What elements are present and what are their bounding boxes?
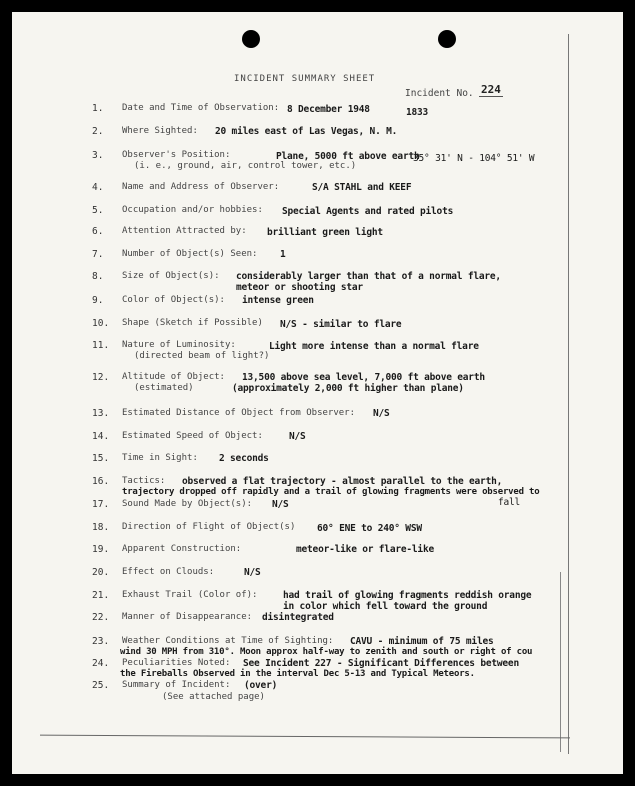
- item-number: 4.: [92, 182, 104, 193]
- item-answer: N/S: [244, 567, 261, 578]
- item-answer: 2 seconds: [219, 453, 269, 464]
- punch-hole-right: [438, 30, 456, 48]
- item-label: Observer's Position:: [122, 150, 231, 160]
- item-answer: N/S: [289, 431, 306, 442]
- item-answer: brilliant green light: [267, 227, 383, 238]
- item-number: 1.: [92, 103, 104, 114]
- item-answer: 20 miles east of Las Vegas, N. M.: [215, 126, 398, 137]
- item-label: Where Sighted:: [122, 126, 198, 136]
- incident-number-label: Incident No.: [405, 88, 474, 99]
- item-answer: 1: [280, 249, 286, 260]
- item-answer-line2: (approximately 2,000 ft higher than plane): [232, 383, 464, 394]
- item-answer-line2: wind 30 MPH from 310°. Moon approx half-way to zenith and south or right of cou: [120, 647, 533, 657]
- item-number: 16.: [92, 476, 110, 487]
- item-answer: 8 December 1948: [287, 104, 370, 115]
- item-answer: See Incident 227 - Significant Differences between: [243, 658, 519, 669]
- item-number: 25.: [92, 680, 110, 691]
- item-answer: N/S: [373, 408, 390, 419]
- item-number: 12.: [92, 372, 110, 383]
- item-label: Nature of Luminosity:: [122, 340, 236, 350]
- item-label: Estimated Distance of Object from Observer:: [122, 408, 355, 418]
- item-answer-line3: fall: [498, 497, 521, 508]
- item-number: 19.: [92, 544, 110, 555]
- item-sublabel: (directed beam of light?): [134, 351, 270, 361]
- item-label: Altitude of Object:: [122, 372, 225, 382]
- item-number: 9.: [92, 295, 104, 306]
- item-label: Tactics:: [122, 476, 166, 486]
- item-number: 11.: [92, 340, 110, 351]
- document-title: INCIDENT SUMMARY SHEET: [234, 74, 376, 84]
- item-number: 13.: [92, 408, 110, 419]
- item-label: Sound Made by Object(s):: [122, 499, 253, 509]
- item-label: Name and Address of Observer:: [122, 182, 280, 192]
- item-answer: (over): [244, 680, 278, 691]
- page-bottom-line: [40, 735, 570, 739]
- item-label: Occupation and/or hobbies:: [122, 205, 263, 215]
- item-answer: S/A STAHL and KEEF: [312, 182, 412, 193]
- item-answer: 60° ENE to 240° WSW: [317, 523, 422, 534]
- item-answer: Plane, 5000 ft above earth: [276, 151, 420, 162]
- item-number: 6.: [92, 226, 104, 237]
- item-label: Estimated Speed of Object:: [122, 431, 263, 441]
- item-answer: CAVU - minimum of 75 miles: [350, 636, 494, 647]
- item-sublabel: (See attached page): [162, 692, 265, 702]
- item-number: 10.: [92, 318, 110, 329]
- item-answer-time: 1833: [406, 107, 429, 118]
- item-answer: N/S: [272, 499, 289, 510]
- item-number: 5.: [92, 205, 104, 216]
- item-number: 20.: [92, 567, 110, 578]
- item-answer: disintegrated: [262, 612, 334, 623]
- item-number: 22.: [92, 612, 110, 623]
- item-sublabel: (estimated): [134, 383, 194, 393]
- item-label: Exhaust Trail (Color of):: [122, 590, 258, 600]
- item-answer: considerably larger than that of a normal flare,: [236, 271, 501, 282]
- item-label: Peculiarities Noted:: [122, 658, 231, 668]
- item-answer: had trail of glowing fragments reddish orange: [283, 590, 532, 601]
- item-label: Time in Sight:: [122, 453, 198, 463]
- incident-summary-page: [12, 12, 623, 774]
- item-number: 8.: [92, 271, 104, 282]
- item-answer: Light more intense than a normal flare: [269, 341, 479, 352]
- item-answer: observed a flat trajectory - almost parallel to the earth,: [182, 476, 503, 487]
- item-number: 14.: [92, 431, 110, 442]
- item-answer-line2: trajectory dropped off rapidly and a trail of glowing fragments were observed to: [122, 487, 540, 497]
- item-sublabel: (i. e., ground, air, control tower, etc.): [134, 161, 357, 171]
- item-label: Apparent Construction:: [122, 544, 242, 554]
- item-number: 18.: [92, 522, 110, 533]
- item-label: Summary of Incident:: [122, 680, 231, 690]
- page-edge-line-inner: [560, 572, 561, 752]
- item-number: 3.: [92, 150, 104, 161]
- item-number: 15.: [92, 453, 110, 464]
- item-label: Size of Object(s):: [122, 271, 220, 281]
- item-label: Color of Object(s):: [122, 295, 225, 305]
- item-answer: N/S - similar to flare: [280, 319, 402, 330]
- item-label: Weather Conditions at Time of Sighting:: [122, 636, 334, 646]
- incident-number-value: 224: [481, 83, 501, 96]
- page-edge-line: [568, 34, 569, 754]
- item-number: 7.: [92, 249, 104, 260]
- item-label: Date and Time of Observation:: [122, 103, 280, 113]
- item-label: Shape (Sketch if Possible): [122, 318, 263, 328]
- item-number: 23.: [92, 636, 110, 647]
- item-number: 2.: [92, 126, 104, 137]
- item-number: 17.: [92, 499, 110, 510]
- item-number: 24.: [92, 658, 110, 669]
- item-answer: meteor-like or flare-like: [296, 544, 434, 555]
- item-answer-line2: in color which fell toward the ground: [283, 601, 488, 612]
- item-answer-line2: meteor or shooting star: [236, 282, 363, 293]
- item-answer: Special Agents and rated pilots: [282, 206, 454, 217]
- item-label: Direction of Flight of Object(s): [122, 522, 296, 532]
- item-answer-line2: the Fireballs Observed in the interval Dec 5-13 and Typical Meteors.: [120, 669, 475, 679]
- punch-hole-left: [242, 30, 260, 48]
- item-label: Attention Attracted by:: [122, 226, 247, 236]
- item-answer-coordinates: 35° 31' N - 104° 51' W: [413, 153, 535, 164]
- item-label: Manner of Disappearance:: [122, 612, 253, 622]
- item-label: Effect on Clouds:: [122, 567, 215, 577]
- item-answer: intense green: [242, 295, 314, 306]
- item-label: Number of Object(s) Seen:: [122, 249, 258, 259]
- item-number: 21.: [92, 590, 110, 601]
- item-answer: 13,500 above sea level, 7,000 ft above earth: [242, 372, 485, 383]
